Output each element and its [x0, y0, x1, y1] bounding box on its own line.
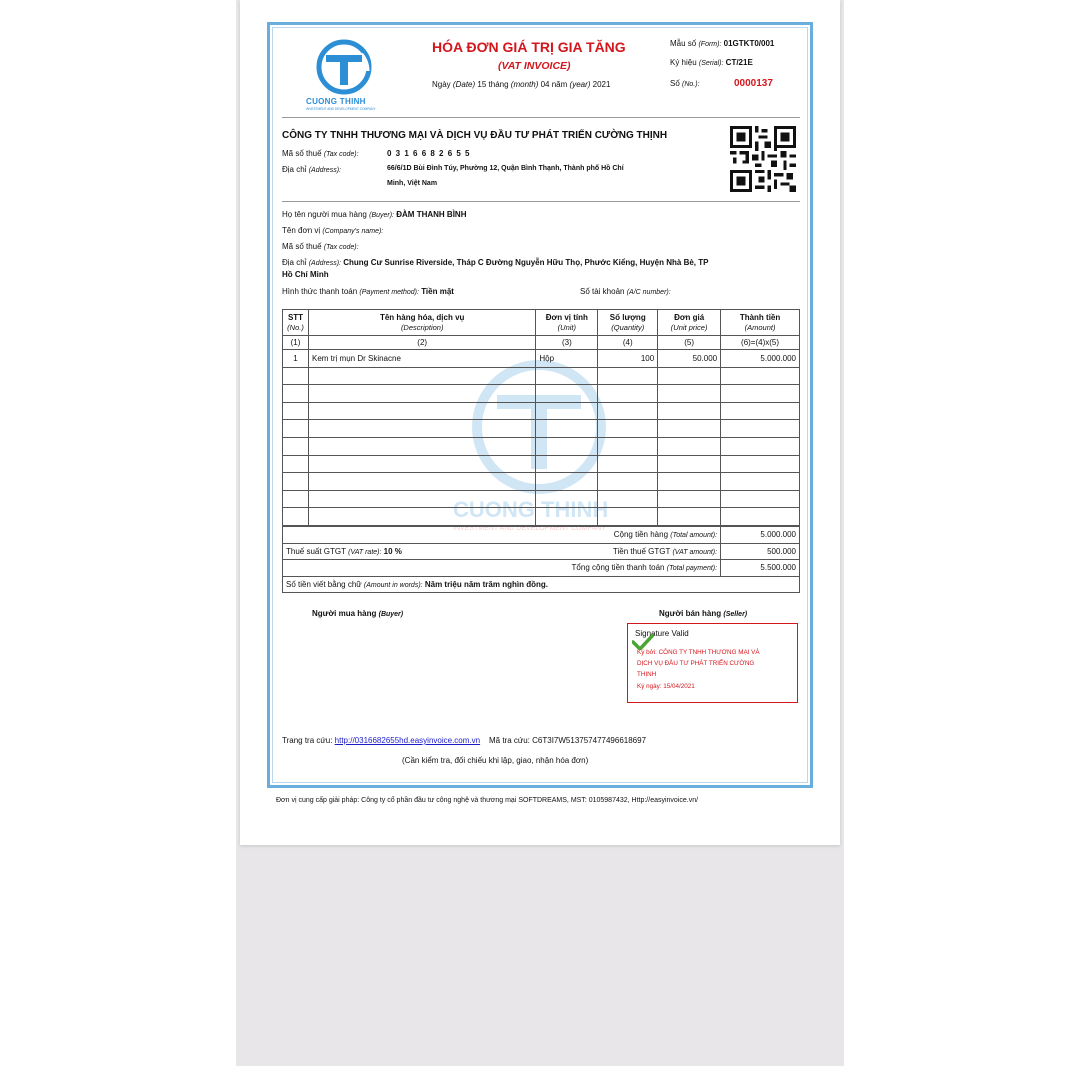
date-year: 2021: [592, 80, 611, 89]
seller-tax-en: (Tax code):: [323, 151, 359, 158]
date-month: 04: [540, 80, 550, 89]
empty-row: [283, 420, 800, 438]
empty-row: [283, 455, 800, 473]
buyer-address-label: Địa chỉ: [282, 258, 307, 267]
buyer-name-value: ĐÀM THANH BÌNH: [396, 210, 467, 219]
row-unit-price: 50.000: [658, 350, 721, 368]
buyer-company-en: (Company's name):: [322, 228, 384, 235]
vat-amount-en: (VAT amount):: [672, 548, 718, 556]
invoice: [274, 29, 806, 781]
date-thang: tháng: [488, 80, 509, 89]
seller-address-line2: Minh, Việt Nam: [387, 180, 438, 187]
payment-method: [282, 287, 454, 296]
row-unit: Hộp: [536, 350, 598, 368]
buyer-address-line1: Chung Cư Sunrise Riverside, Tháp C Đường Nguyễn Hữu Thọ, Phước Kiểng, Huyện Nhà Bè, TP: [343, 258, 709, 267]
seller-signature-label: Người bán hàng (Seller): [659, 609, 748, 618]
provider-footer: Đơn vị cung cấp giải pháp: Công ty cổ phần đầu tư công nghệ và thương mại SOFTDREAMS, MST: 0105987432, Http://easyinvoice.vn/: [276, 797, 699, 804]
buyer-company: [282, 226, 383, 235]
buyer-name-label: Họ tên người mua hàng: [282, 210, 367, 219]
invoice-title: HÓA ĐƠN GIÁ TRỊ GIA TĂNG: [432, 39, 626, 55]
seller-tax-code: [282, 149, 359, 158]
buyer-company-label: Tên đơn vị: [282, 226, 321, 235]
amount-in-words: Số tiền viết bằng chữ (Amount in words): Năm triệu năm trăm nghìn đồng.: [283, 576, 800, 593]
invoice-number-value: 0000137: [734, 78, 773, 89]
index-cell: (6)=(4)x(5): [721, 336, 800, 350]
row-stt: 1: [283, 350, 309, 368]
payment-value: Tiền mặt: [421, 287, 454, 296]
signed-by-1: Ký bởi: CÔNG TY TNHH THƯƠNG MẠI VÀ: [637, 649, 760, 656]
serial-label: Ký hiệu: [670, 58, 697, 67]
qr-code-icon: [730, 126, 796, 192]
index-cell: (5): [658, 336, 721, 350]
signed-by-3: THỊNH: [637, 671, 657, 678]
vat-rate-label: Thuế suất GTGT: [286, 546, 346, 556]
logo-name: CUONG THINH: [306, 97, 366, 106]
total-payment-value: 5.500.000: [721, 560, 800, 577]
empty-row: [283, 402, 800, 420]
seller-address-label: [282, 165, 341, 174]
seller-address-line1: 66/6/1D Bùi Đình Túy, Phường 12, Quận Bình Thạnh, Thành phố Hồ Chí: [387, 165, 624, 172]
seller-company: CÔNG TY TNHH THƯƠNG MẠI VÀ DỊCH VỤ ĐẦU TƯ PHÁT TRIỂN CƯỜNG THỊNH: [282, 130, 668, 141]
lookup-line: [282, 736, 646, 745]
account-number: [580, 287, 671, 296]
total-payment-label: Tổng cộng tiền thanh toán (Total payment):: [283, 560, 721, 577]
index-cell: (4): [598, 336, 658, 350]
header-amount: Thành tiền (Amount): [721, 310, 800, 336]
table-index-row: [283, 336, 800, 350]
lookup-link[interactable]: http://0316682655hd.easyinvoice.com.vn: [334, 736, 481, 745]
signed-date: Ký ngày: 15/04/2021: [637, 683, 695, 690]
empty-row: [283, 367, 800, 385]
totals-table: [282, 526, 800, 593]
items-table: [282, 309, 800, 526]
buyer-name: [282, 210, 466, 219]
watermark-tagline: INVESTMENT AND DEVELOPMENT COMPANY: [453, 525, 606, 532]
serial-en: (Serial):: [698, 60, 724, 67]
no-en: (No.):: [682, 81, 700, 88]
empty-row: [283, 490, 800, 508]
seller-tax-label: Mã số thuế: [282, 149, 322, 158]
empty-row: [283, 473, 800, 491]
lookup-note: (Cần kiểm tra, đối chiếu khi lập, giao, nhận hóa đơn): [402, 756, 589, 765]
date-ngay: Ngày: [432, 80, 451, 89]
index-cell: (2): [308, 336, 535, 350]
buyer-name-en: (Buyer):: [369, 212, 395, 219]
form-label: Mẫu số: [670, 39, 697, 48]
row-amount: 5.000.000: [721, 350, 800, 368]
total-amount-value: 5.000.000: [721, 527, 800, 544]
form-value: 01GTKT0/001: [723, 39, 775, 48]
header-description: Tên hàng hóa, dịch vụ (Description): [308, 310, 535, 336]
payment-label: Hình thức thanh toán: [282, 287, 358, 296]
row-description: Kem trị mụn Dr Skinacne: [308, 350, 535, 368]
digital-signature-box[interactable]: [627, 623, 798, 703]
form-en: (Form):: [698, 41, 722, 48]
total-amount-row: [283, 527, 800, 544]
logo-tagline: INVESTMENT AND DEVELOPMENT COMPANY: [306, 107, 376, 111]
signed-by-2: DỊCH VỤ ĐẦU TƯ PHÁT TRIỂN CƯỜNG: [637, 660, 755, 667]
amount-in-words-row: [283, 576, 800, 593]
lookup-label: Trang tra cứu:: [282, 736, 333, 745]
index-cell: (3): [536, 336, 598, 350]
seller-tax-value: 0 3 1 6 6 8 2 6 5 5: [387, 149, 471, 158]
lookup-code-value: C6T3I7W513757477496618697: [532, 736, 647, 745]
vat-amount-value: 500.000: [721, 543, 800, 560]
vat-rate-value: 10 %: [383, 546, 402, 556]
vat-row: [283, 543, 800, 560]
vat-rate-en: (VAT rate):: [348, 548, 382, 556]
total-amount-label: Cộng tiền hàng (Total amount):: [283, 527, 721, 544]
form-number: [670, 39, 774, 48]
invoice-number: [670, 79, 700, 88]
empty-row: [283, 508, 800, 526]
index-cell: (1): [283, 336, 309, 350]
no-label: Số: [670, 79, 680, 88]
divider: [282, 117, 800, 118]
header-stt: STT (No.): [283, 310, 309, 336]
account-label: Số tài khoản: [580, 287, 625, 296]
company-logo: [304, 35, 384, 115]
payment-en: (Payment method):: [359, 289, 419, 296]
empty-row: [283, 437, 800, 455]
vat-amount-label: Tiền thuế GTGT: [612, 546, 671, 556]
date-nam: năm: [551, 80, 568, 89]
watermark-name: CUONG THINH: [453, 497, 609, 522]
lookup-code-label: Mã tra cứu:: [488, 736, 530, 745]
buyer-tax-label: Mã số thuế: [282, 242, 322, 251]
table-header-row: [283, 310, 800, 336]
row-quantity: 100: [598, 350, 658, 368]
divider: [282, 201, 800, 202]
buyer-signature-label: Người mua hàng (Buyer): [312, 609, 404, 618]
invoice-subtitle: (VAT INVOICE): [498, 60, 571, 72]
month-label: (month): [510, 80, 539, 89]
table-row: [283, 350, 800, 368]
header-unit-price: Đơn giá (Unit price): [658, 310, 721, 336]
serial-value: CT/21E: [725, 58, 753, 67]
buyer-address-line2: Hồ Chí Minh: [282, 270, 329, 279]
seller-address-en: (Address):: [308, 167, 341, 174]
header-quantity: Số lượng (Quantity): [598, 310, 658, 336]
account-en: (A/C number):: [626, 289, 671, 296]
empty-row: [283, 385, 800, 403]
invoice-date: [432, 80, 610, 89]
header-unit: Đơn vị tính (Unit): [536, 310, 598, 336]
buyer-tax-en: (Tax code):: [323, 244, 359, 251]
signature-valid-text: Signature Valid: [635, 629, 689, 638]
serial-number: [670, 58, 753, 67]
date-label: (Date): [452, 80, 476, 89]
green-check-icon: [632, 634, 654, 650]
date-day: 15: [477, 80, 487, 89]
buyer-tax-code: [282, 242, 359, 251]
year-label: (year): [569, 80, 591, 89]
total-payment-row: [283, 560, 800, 577]
buyer-address: [282, 258, 708, 267]
seller-address-vi: Địa chỉ: [282, 165, 307, 174]
buyer-address-en: (Address):: [308, 260, 341, 267]
vat-cell: [283, 543, 721, 560]
cuong-thinh-logo-icon: [304, 35, 384, 97]
